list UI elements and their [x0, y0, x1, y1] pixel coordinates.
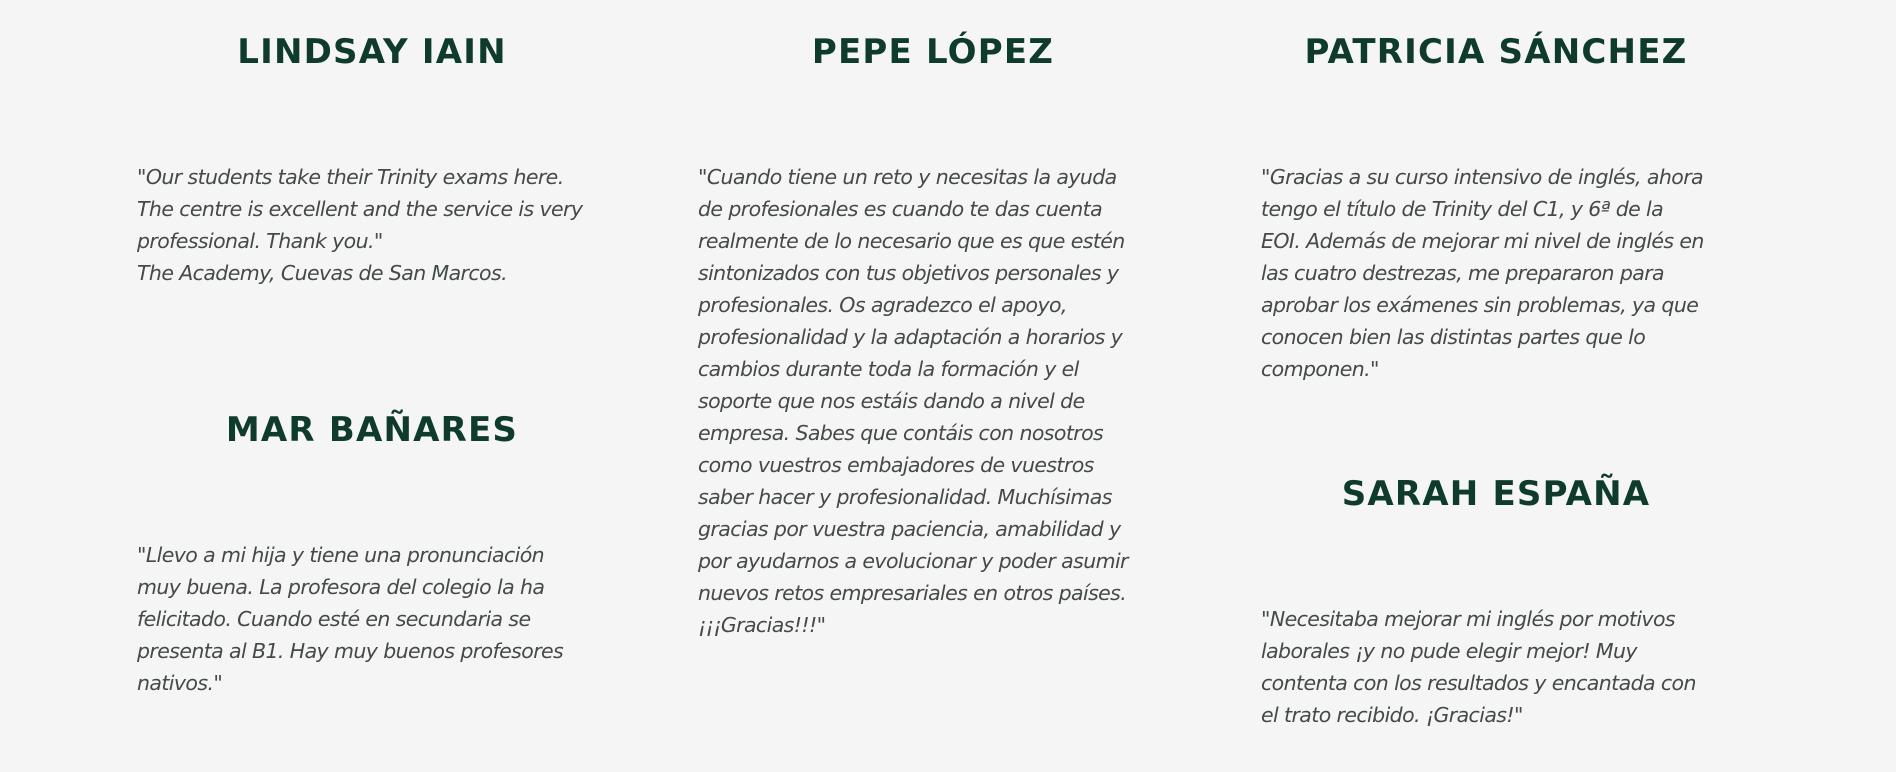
- testimonial-sarah-espana: [1261, 474, 1731, 727]
- testimonial-pepe-lopez: [698, 32, 1168, 637]
- testimonial-author-name: MAR BAÑARES: [225, 410, 519, 450]
- testimonial-author-name: SARAH ESPAÑA: [1341, 474, 1651, 514]
- testimonial-author-name: PATRICIA SÁNCHEZ: [1304, 32, 1688, 72]
- testimonial-quote: "Llevo a mi hija y tiene una pronunciación muy buena. La profesora del colegio la ha felicitado. Cuando esté en secundaria se presenta al B1. Hay muy buenos profesores nativos.": [137, 543, 564, 695]
- testimonial-quote: "Gracias a su curso intensivo de inglés, ahora tengo el título de Trinity del C1, y 6ª de la EOI. Además de mejorar mi nivel de inglés en las cuatro destrezas, me prepararon para aprobar los exámenes sin problemas, ya que conocen bien las distintas partes que lo componen.": [1261, 165, 1704, 381]
- testimonial-patricia-sanchez: [1261, 32, 1731, 381]
- testimonial-mar-banares: [137, 410, 607, 695]
- testimonial-quote: "Cuando tiene un reto y necesitas la ayuda de profesionales es cuando te das cuenta realmente de lo necesario que es que estén sintonizados con tus objetivos personales y profesionales. Os agradezco el apoyo, profesionalidad y la adaptación a horarios y cambios durante toda la formación y el soporte que nos estáis dando a nivel de empresa. Sabes que contáis con nosotros como vuestros embajadores de vuestros saber hacer y profesionalidad. Muchísimas gracias por vuestra paciencia, amabilidad y por ayudarnos a evolucionar y poder asumir nuevos retos empresariales en otros países. ¡¡¡Gracias!!!": [698, 165, 1128, 637]
- testimonial-quote: "Necesitaba mejorar mi inglés por motivos laborales ¡y no pude elegir mejor! Muy contenta con los resultados y encantada con el trato recibido. ¡Gracias!": [1261, 607, 1696, 727]
- testimonial-author-name: LINDSAY IAIN: [237, 32, 507, 72]
- testimonial-author-name: PEPE LÓPEZ: [811, 32, 1055, 72]
- testimonial-lindsay-iain: [137, 32, 607, 285]
- testimonial-quote: "Our students take their Trinity exams here. The centre is excellent and the service is very professional. Thank you." The Academy, Cuevas de San Marcos.: [137, 165, 583, 285]
